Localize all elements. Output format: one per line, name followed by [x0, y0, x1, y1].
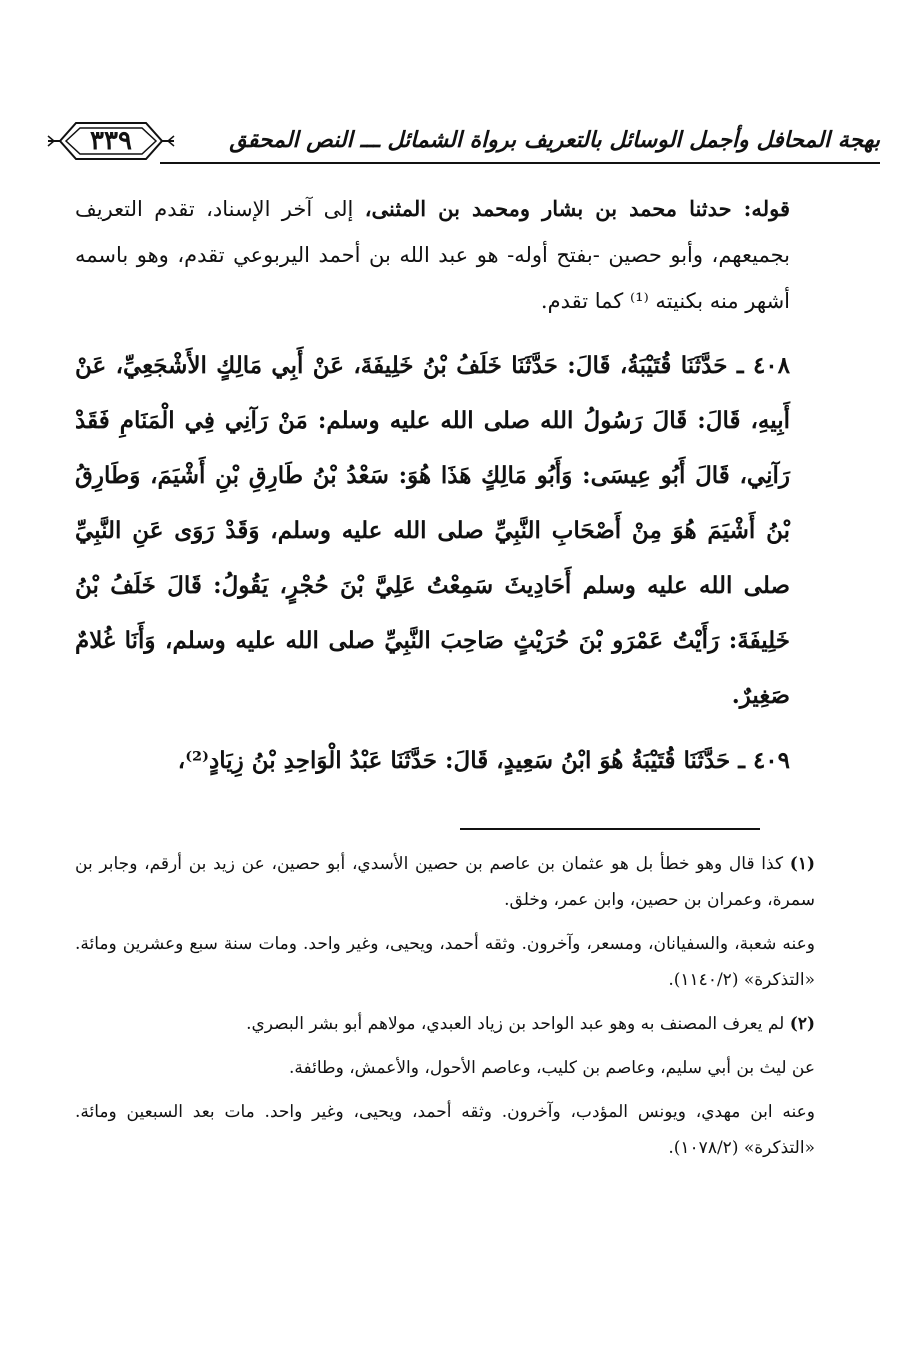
running-header-title: بهجة المحافل وأجمل الوسائل بالتعريف برواة الشمائل ـــ النص المحقق: [229, 127, 880, 153]
hadith-408-number: ٤٠٨ ـ: [736, 352, 790, 379]
commentary-lead: قوله: حدثنا محمد بن بشار ومحمد بن المثنى،: [364, 196, 790, 221]
footnote-separator: [460, 828, 760, 830]
commentary-paragraph: [75, 186, 790, 324]
hadith-409: [75, 733, 790, 788]
footnote-2-text: لم يعرف المصنف به وهو عبد الواحد بن زياد العبدي، مولاهم أبو بشر البصري.: [246, 1014, 785, 1034]
running-header: [40, 118, 880, 166]
page-number: ٣٣٩: [90, 126, 132, 156]
hadith-409-number: ٤٠٩ ـ: [738, 747, 790, 774]
hadith-409-text: حَدَّثَنَا قُتَيْبَةُ هُوَ ابْنُ سَعِيدٍ، قَالَ: حَدَّثَنَا عَبْدُ الْوَاحِدِ بْنُ زِيَادٍ⁽²⁾،: [177, 747, 731, 774]
footnote-2-number: (٢): [789, 1014, 815, 1034]
footnote-1-number: (١): [789, 854, 815, 874]
footnote-2-continuation: وعنه ابن مهدي، ويونس المؤدب، وآخرون. وثقه أحمد، ويحيى، وغير واحد. مات بعد السبعين ومائة. «التذكرة» (١٠٧٨/٢).: [75, 1102, 815, 1158]
footnote-2: [75, 1006, 815, 1042]
header-rule: [160, 162, 880, 164]
footnote-1: [75, 846, 815, 918]
footnote-1-text: كذا قال وهو خطأ بل هو عثمان بن عاصم بن حصين الأسدي، أبو حصين، عن زيد بن أرقم، وجابر بن سمرة، وعمران بن حصين، وابن عمر، وخلق.: [75, 854, 815, 910]
footnotes: [75, 846, 815, 1174]
footnote-1-continuation: وعنه شعبة، والسفيانان، ومسعر، وآخرون. وثقه أحمد، ويحيى، وغير واحد. ومات سنة سبع وعشرين ومائة. «التذكرة» (١١٤٠/٢).: [75, 934, 815, 990]
hadith-408: [75, 338, 790, 723]
commentary-text: إلى آخر الإسناد، تقدم التعريف بجميعهم، وأبو حصين -بفتح أوله- هو عبد الله بن أحمد اليربوعي تقدم، وهو باسمه أشهر منه بكنيته ⁽¹⁾ كما تقدم.: [75, 197, 790, 313]
main-text: [75, 186, 790, 798]
page-number-badge: [46, 118, 176, 164]
hadith-408-text: حَدَّثَنَا قُتَيْبَةُ، قَالَ: حَدَّثَنَا خَلَفُ بْنُ خَلِيفَةَ، عَنْ أَبِي مَالِكٍ الأَشْجَعِيِّ، عَنْ أَبِيهِ، قَالَ: قَالَ رَسُولُ الله صلى الله عليه وسلم: مَنْ رَآنِي فِي الْمَنَامِ فَقَدْ رَآنِي، قَالَ أَبُو عِيسَى: وَأَبُو مَالِكٍ هَذَا هُوَ: سَعْدُ بْنُ طَارِقِ بْنِ أَشْيَمَ، وَطَارِقُ بْنُ أَشْيَمَ هُوَ مِنْ أَصْحَابِ النَّبِيِّ صلى الله عليه وسلم، وَقَدْ رَوَى عَنِ النَّبِيِّ صلى الله عليه وسلم أَحَادِيثَ سَمِعْتُ عَلِيَّ بْنَ حُجْرٍ، يَقُولُ: قَالَ خَلَفُ بْنُ خَلِيفَةَ: رَأَيْتُ عَمْرَو بْنَ حُرَيْثٍ صَاحِبَ النَّبِيِّ صلى الله عليه وسلم، وَأَنَا غُلامٌ صَغِيرٌ.: [75, 352, 790, 709]
footnote-2-line2: عن ليث بن أبي سليم، وعاصم بن كليب، وعاصم الأحول، والأعمش، وطائفة.: [289, 1058, 815, 1078]
